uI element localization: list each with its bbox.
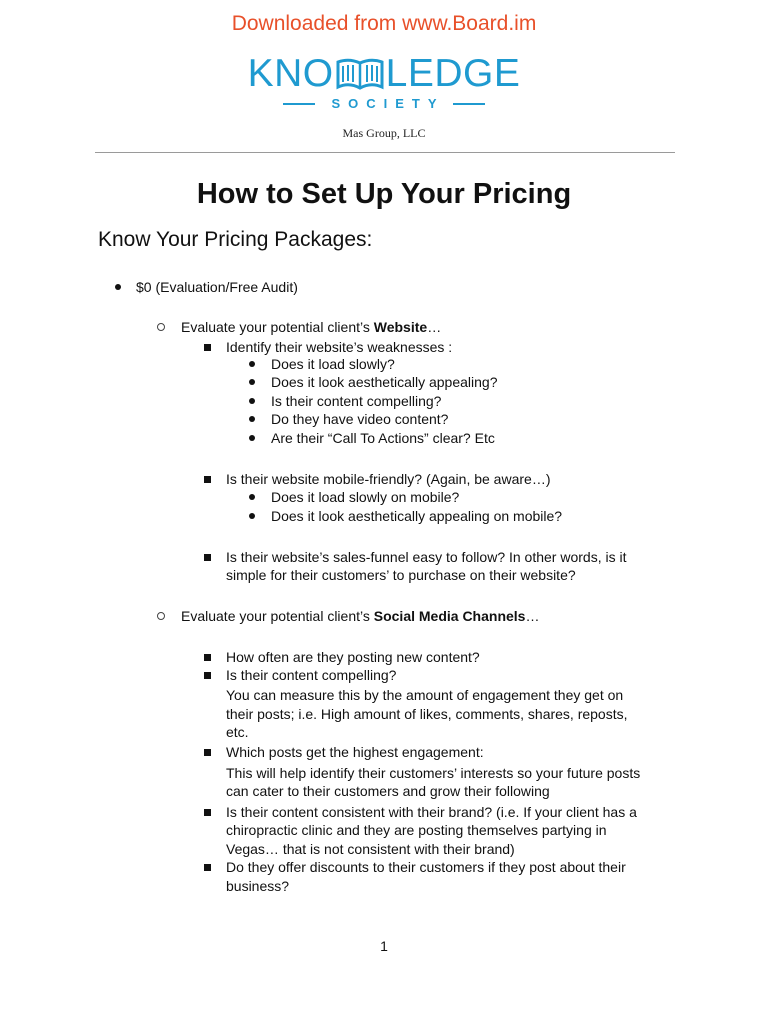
bullet-dot: [115, 284, 121, 290]
list-item: Do they offer discounts to their customers if they post about their: [226, 859, 626, 875]
bullet-circle: [157, 612, 165, 620]
list-item-detail: This will help identify their customers’ interests so your future posts: [226, 765, 641, 781]
bullet-dot: [249, 398, 255, 404]
list-item-continued: Vegas… that is not consistent with their brand): [226, 841, 515, 857]
bullet-dot: [249, 494, 255, 500]
list-item-detail: their posts; i.e. High amount of likes, comments, shares, reposts,: [226, 706, 628, 722]
list-item-detail: can cater to their customers and grow their following: [226, 783, 550, 799]
logo-tagline: SOCIETY: [0, 96, 768, 111]
list-item: Identify their website’s weaknesses :: [226, 339, 453, 355]
list-item: Does it look aesthetically appealing on mobile?: [271, 508, 563, 524]
list-item: Does it look aesthetically appealing?: [271, 374, 498, 390]
list-item: How often are they posting new content?: [226, 649, 480, 665]
list-item-detail: etc.: [226, 724, 249, 740]
open-book-icon: [335, 57, 385, 91]
website-evaluation-heading: Evaluate your potential client’s Website…: [181, 319, 442, 335]
list-item: Is their content compelling?: [271, 393, 442, 409]
bullet-square: [204, 476, 211, 483]
bullet-dot: [249, 416, 255, 422]
list-item: Does it load slowly on mobile?: [271, 489, 460, 505]
bullet-square: [204, 344, 211, 351]
bullet-dot: [249, 513, 255, 519]
bullet-dot: [249, 379, 255, 385]
pricing-package-item: $0 (Evaluation/Free Audit): [136, 279, 298, 295]
bullet-square: [204, 749, 211, 756]
list-item: Is their content consistent with their brand? (i.e. If your client has a: [226, 804, 637, 820]
list-item-continued: chiropractic clinic and they are posting themselves partying in: [226, 822, 607, 838]
list-item: Are their “Call To Actions” clear? Etc: [271, 430, 495, 446]
bullet-square: [204, 864, 211, 871]
bullet-dot: [249, 435, 255, 441]
list-item: Do they have video content?: [271, 411, 449, 427]
logo-wordmark: [248, 54, 521, 94]
list-item: Is their website mobile-friendly? (Again, be aware…): [226, 471, 551, 487]
company-name: Mas Group, LLC: [342, 126, 426, 140]
page-number: 1: [380, 938, 388, 954]
knowledge-society-logo: [0, 54, 768, 111]
list-item: Is their content compelling?: [226, 667, 397, 683]
section-heading: Know Your Pricing Packages:: [98, 228, 373, 251]
list-item: Which posts get the highest engagement:: [226, 744, 484, 760]
list-item: Does it load slowly?: [271, 356, 395, 372]
social-evaluation-heading: Evaluate your potential client’s Social Media Channels…: [181, 608, 540, 624]
list-item-detail: You can measure this by the amount of engagement they get on: [226, 687, 624, 703]
logo-text-right: LEDGE: [385, 52, 521, 95]
bullet-dot: [249, 361, 255, 367]
logo-text-left: KNO: [247, 52, 334, 95]
bullet-square: [204, 554, 211, 561]
watermark: Downloaded from www.Board.im: [231, 12, 537, 35]
list-item-continued: business?: [226, 878, 290, 894]
bullet-square: [204, 809, 211, 816]
header-divider: [95, 152, 675, 153]
page-title: How to Set Up Your Pricing: [196, 178, 572, 210]
bullet-square: [204, 654, 211, 661]
list-item-continued: simple for their customers’ to purchase on their website?: [226, 567, 576, 583]
bullet-circle: [157, 323, 165, 331]
bullet-square: [204, 672, 211, 679]
list-item: Is their website’s sales-funnel easy to follow? In other words, is it: [226, 549, 627, 565]
